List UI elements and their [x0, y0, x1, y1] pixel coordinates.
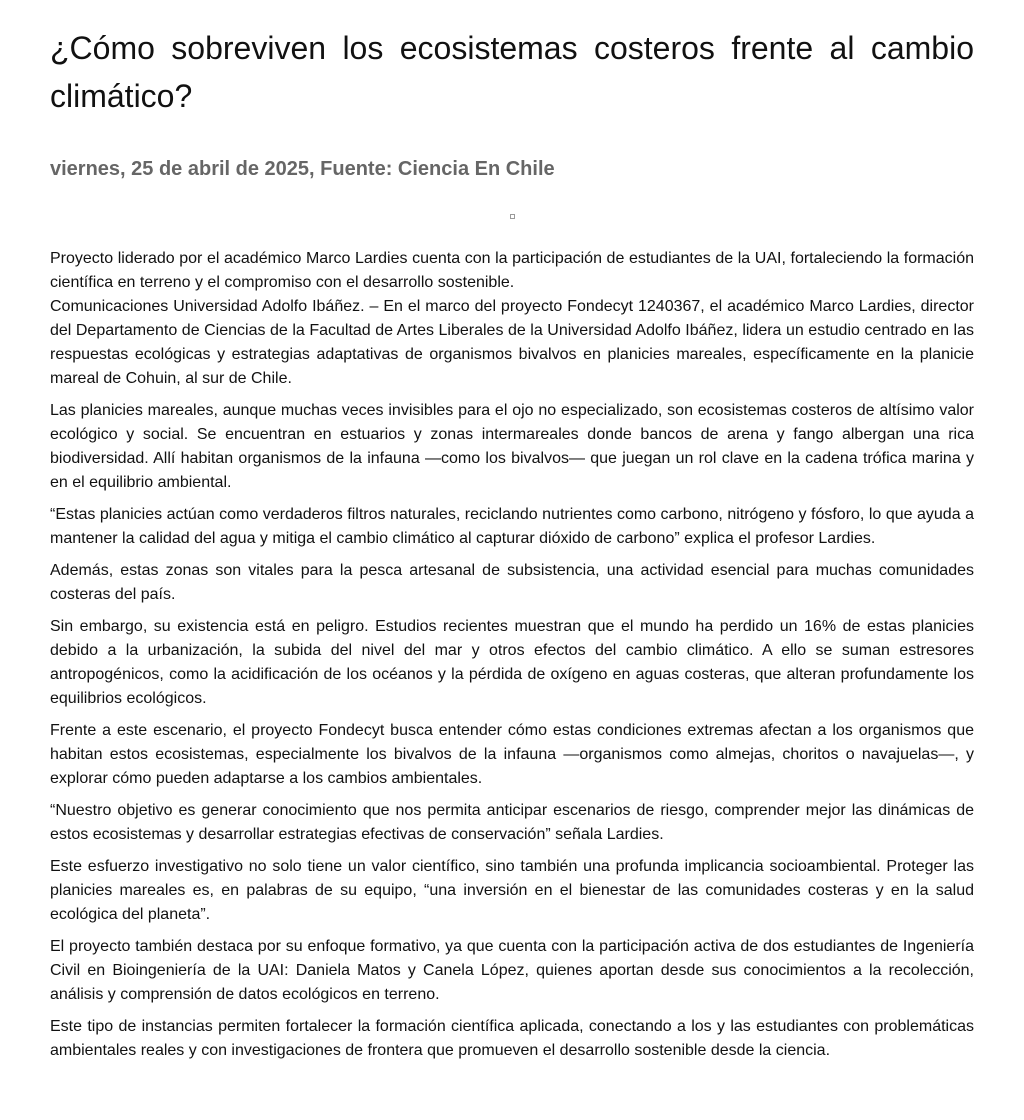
paragraph: Las planicies mareales, aunque muchas veces invisibles para el ojo no especializado, son ecosistemas costeros de altísimo valor ecológico y social. Se encuentran en estuarios y zonas intermareales donde bancos de arena y fango albergan una rica biodiversidad. Allí habitan organismos de la infauna —como los bivalvos— que juegan un rol clave en la cadena trófica marina y en el equilibrio ambiental.	[50, 402, 974, 491]
article-title: ¿Cómo sobreviven los ecosistemas costeros frente al cambio climático?	[50, 30, 974, 114]
article-date-source: viernes, 25 de abril de 2025, Fuente: Ciencia En Chile	[50, 158, 555, 180]
paragraph: Frente a este escenario, el proyecto Fondecyt busca entender cómo estas condiciones extremas afectan a los organismos que habitan estos ecosistemas, especialmente los bivalvos de la infauna —organismos como almejas, choritos o navajuelas—, y explorar cómo pueden adaptarse a los cambios ambientales.	[50, 722, 974, 787]
paragraph: Este esfuerzo investigativo no solo tiene un valor científico, sino también una profunda implicancia socioambiental. Proteger las planicies mareales es, en palabras de su equipo, “una inversión en el bienestar de las comunidades costeras y en la salud ecológica del planeta”.	[50, 858, 974, 923]
paragraph: “Nuestro objetivo es generar conocimiento que nos permita anticipar escenarios de riesgo, comprender mejor las dinámicas de estos ecosistemas y desarrollar estrategias efectivas de conservación” señala Lardies.	[50, 802, 974, 843]
paragraph: Sin embargo, su existencia está en peligro. Estudios recientes muestran que el mundo ha perdido un 16% de estas planicies debido a la urbanización, la subida del nivel del mar y otros efectos del cambio climático. A ello se suman estresores antropogénicos, como la acidificación de los océanos y la pérdida de oxígeno en aguas costeras, que alteran profundamente los equilibrios ecológicos.	[50, 618, 974, 707]
paragraph: El proyecto también destaca por su enfoque formativo, ya que cuenta con la participación activa de dos estudiantes de Ingeniería Civil en Bioingeniería de la UAI: Daniela Matos y Canela López, quienes aportan desde sus conocimientos a la recolección, análisis y comprensión de datos ecológicos en terreno.	[50, 938, 974, 1003]
paragraph: Además, estas zonas son vitales para la pesca artesanal de subsistencia, una actividad esencial para muchas comunidades costeras del país.	[50, 562, 974, 603]
paragraph: Este tipo de instancias permiten fortalecer la formación científica aplicada, conectando a los y las estudiantes con problemáticas ambientales reales y con investigaciones de frontera que promueven el desarrollo sostenible desde la ciencia.	[50, 1018, 974, 1059]
article-image	[50, 204, 974, 230]
article	[50, 0, 974, 1071]
paragraph: Comunicaciones Universidad Adolfo Ibáñez. – En el marco del proyecto Fondecyt 1240367, el académico Marco Lardies, director del Departamento de Ciencias de la Facultad de Artes Liberales de la Universidad Adolfo Ibáñez, lidera un estudio centrado en las respuestas ecológicas y estrategias adaptativas de organismos bivalvos en planicies mareales, específicamente en la planicie mareal de Cohuin, al sur de Chile.	[50, 298, 974, 387]
broken-image-icon	[510, 214, 515, 219]
paragraph-lead: Proyecto liderado por el académico Marco Lardies cuenta con la participación de estudiantes de la UAI, fortaleciendo la formación científica en terreno y el compromiso con el desarrollo sostenible.	[50, 250, 974, 291]
paragraph: “Estas planicies actúan como verdaderos filtros naturales, reciclando nutrientes como carbono, nitrógeno y fósforo, lo que ayuda a mantener la calidad del agua y mitiga el cambio climático al capturar dióxido de carbono” explica el profesor Lardies.	[50, 506, 974, 547]
article-body	[50, 247, 974, 1063]
